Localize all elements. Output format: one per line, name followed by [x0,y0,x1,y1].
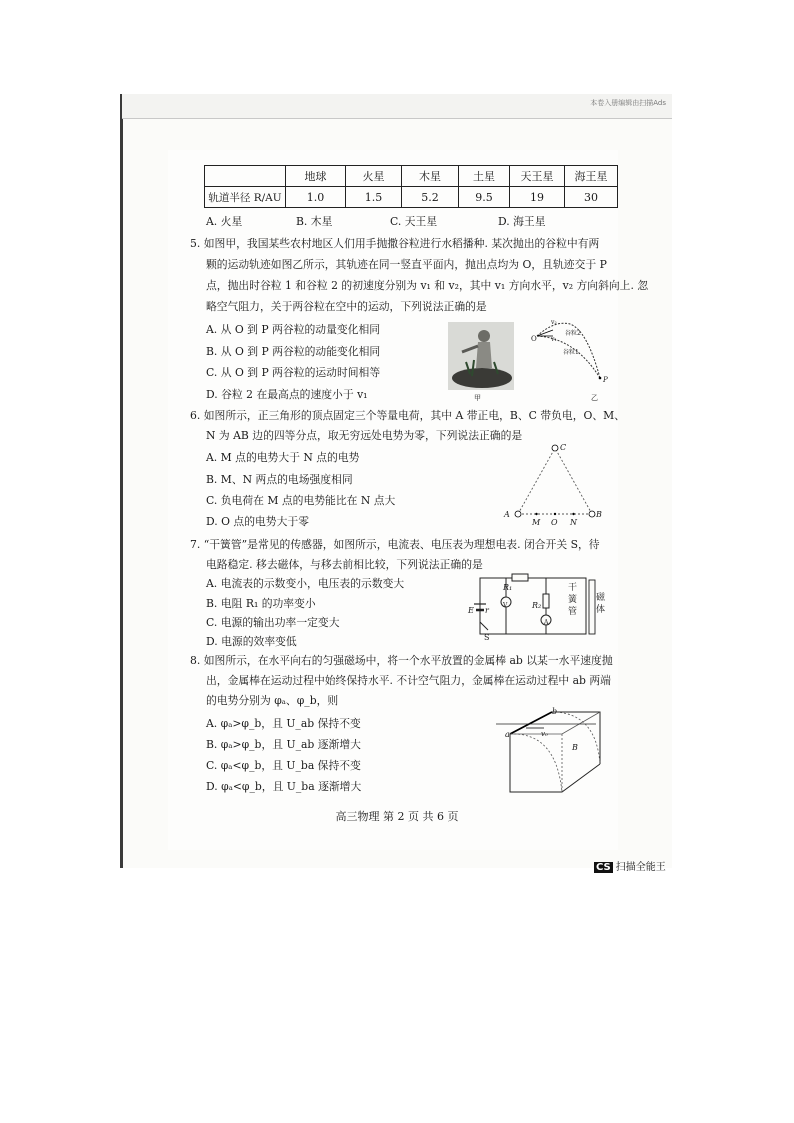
farmer-illustration [448,322,514,390]
table-cell: 30 [565,187,618,208]
fig-label-reed: 干簧管 [568,583,578,617]
q6-option-a: A. M 点的电势大于 N 点的电势 [206,451,360,464]
table-row [205,187,618,208]
fig-label-v1: v₁ [551,336,557,343]
cs-text: 扫描全能王 [615,862,666,873]
fig-label-v0: v₀ [541,730,548,738]
charge-b [589,511,595,517]
orbit-radius-table [204,165,618,208]
charge-c [552,445,558,451]
table-row-label: 轨道半径 R/AU [205,187,286,208]
fig-label-jia: 甲 [474,394,481,402]
fig-label-ammeter: A [544,619,549,626]
q8-stem-line: 的电势分别为 φₐ、φ_b，则 [206,694,339,707]
q4-option-d: D. 海王星 [498,215,546,228]
q8-stem-line: 出，金属棒在运动过程中始终保持水平. 不计空气阻力，金属棒在运动过程中 ab 两端 [206,674,611,687]
q5-stem-line: 点，抛出时谷粒 1 和谷粒 2 的初速度分别为 v₁ 和 v₂，其中 v₁ 方向水平，v₂ 方向斜向上. 忽 [206,279,649,292]
resistor-r1 [512,574,528,581]
q5-option-c: C. 从 O 到 P 两谷粒的运动时间相等 [206,366,381,379]
fig-label-s: S [484,633,490,642]
fig-label-n: N [570,518,577,527]
q5-stem-line: 5. 如图甲，我国某些农村地区人们用手抛撒谷粒进行水稻播种. 某次抛出的谷粒中有两 [190,237,600,250]
switch-s [480,622,488,630]
q8-option-b: B. φₐ>φ_b，且 U_ab 逐渐增大 [206,738,361,751]
camscanner-watermark [594,858,666,873]
table-header-cell: 土星 [459,166,510,187]
table-cell: 19 [510,187,565,208]
q5-stem-line: 略空气阻力，关于两谷粒在空中的运动，下列说法正确的是 [206,300,487,313]
q7-option-a: A. 电流表的示数变小，电压表的示数变大 [206,577,405,590]
q7-option-b: B. 电阻 R₁ 的功率变小 [206,597,316,610]
q4-option-b: B. 木星 [296,215,333,228]
fig-label-e: E [468,606,474,615]
table-header-cell: 天王星 [510,166,565,187]
fig-label-a: A [504,510,510,519]
table-cell: 1.0 [286,187,346,208]
q5-option-d: D. 谷粒 2 在最高点的速度小于 v₁ [206,388,368,401]
fig-label-grain1: 谷粒1 [563,349,579,356]
table-header-cell: 海王星 [565,166,618,187]
fig-label-r: r [485,606,489,615]
q6-option-b: B. M、N 两点的电场强度相同 [206,473,353,486]
fig-label-b: B [596,510,602,519]
fig-label-b8: b [552,707,558,716]
q5-option-b: B. 从 O 到 P 两谷粒的动能变化相同 [206,345,381,358]
fig-label-o: O [531,335,537,343]
q4-option-c: C. 天王星 [390,215,438,228]
table-cell: 9.5 [459,187,510,208]
resistor-r2 [543,594,549,608]
fig-label-v2: v₂ [551,319,557,326]
fig-label-r2: R₂ [532,601,542,610]
q6-stem-line: N 为 AB 边的四等分点，取无穷远处电势为零，下列说法正确的是 [206,429,523,442]
sowing-photo [448,322,514,390]
q6-stem-line: 6. 如图所示，正三角形的顶点固定三个等量电荷，其中 A 带正电，B、C 带负电，O、M、 [190,409,626,422]
charge-a [515,511,521,517]
grain-trajectory-diagram [525,318,645,398]
side-bc [555,448,592,514]
fig-label-m: M [532,518,541,527]
table-header-cell: 火星 [346,166,402,187]
page-footer: 高三物理 第 2 页 共 6 页 [335,810,459,823]
table-cell: 5.2 [402,187,459,208]
q6-option-c: C. 负电荷在 M 点的电势能比在 N 点大 [206,494,396,507]
q6-option-d: D. O 点的电势大于零 [206,515,309,528]
point-p [599,377,602,380]
fig-label-r1: R₁ [503,583,513,592]
fig-label-field-b: B [572,743,578,752]
q7-option-c: C. 电源的输出功率一定变大 [206,616,340,629]
cs-badge: CS [596,862,611,873]
q8-option-c: C. φₐ<φ_b，且 U_ba 保持不变 [206,759,361,772]
q8-option-d: D. φₐ<φ_b，且 U_ba 逐渐增大 [206,780,362,793]
fig-label-a8: a [505,730,510,739]
side-ac [518,448,555,514]
fig-label-o6: O [551,518,558,527]
q5-stem-line: 颗的运动轨迹如图乙所示，其轨迹在同一竖直平面内，抛出点均为 O，且轨迹交于 P [206,258,607,271]
magnetic-field-box-diagram [496,706,616,806]
q7-stem-line: 电路稳定. 移去磁体，与移去前相比较，下列说法正确的是 [206,558,483,571]
table-cell: 1.5 [346,187,402,208]
table-header-cell [205,166,286,187]
table-header-cell: 地球 [286,166,346,187]
fig-label-grain2: 谷粒2 [565,330,581,337]
charge-triangle-diagram [512,440,602,520]
q5-option-a: A. 从 O 到 P 两谷粒的动量变化相同 [206,323,381,336]
header-note: 本卷入册编辑由扫描Ads [590,99,666,107]
q8-option-a: A. φₐ>φ_b，且 U_ab 保持不变 [206,717,361,730]
fig-label-p: P [603,376,608,384]
fig-label-yi: 乙 [591,394,598,402]
fig-label-c: C [560,443,567,452]
q7-stem-line: 7. “干簧管”是常见的传感器，如图所示，电流表、电压表为理想电表. 闭合开关 S，待 [190,538,600,551]
table-header-row [205,166,618,187]
q4-option-a: A. 火星 [206,215,243,228]
fig-label-magnet: 磁体 [596,593,606,615]
q7-option-d: D. 电源的效率变低 [206,635,297,648]
fig-label-v: V [503,602,508,609]
table-header-cell: 木星 [402,166,459,187]
q8-stem-line: 8. 如图所示，在水平向右的匀强磁场中，将一个水平放置的金属棒 ab 以某一水平速度抛 [190,654,613,667]
scan-border [120,94,123,868]
magnet-bar [589,580,595,634]
